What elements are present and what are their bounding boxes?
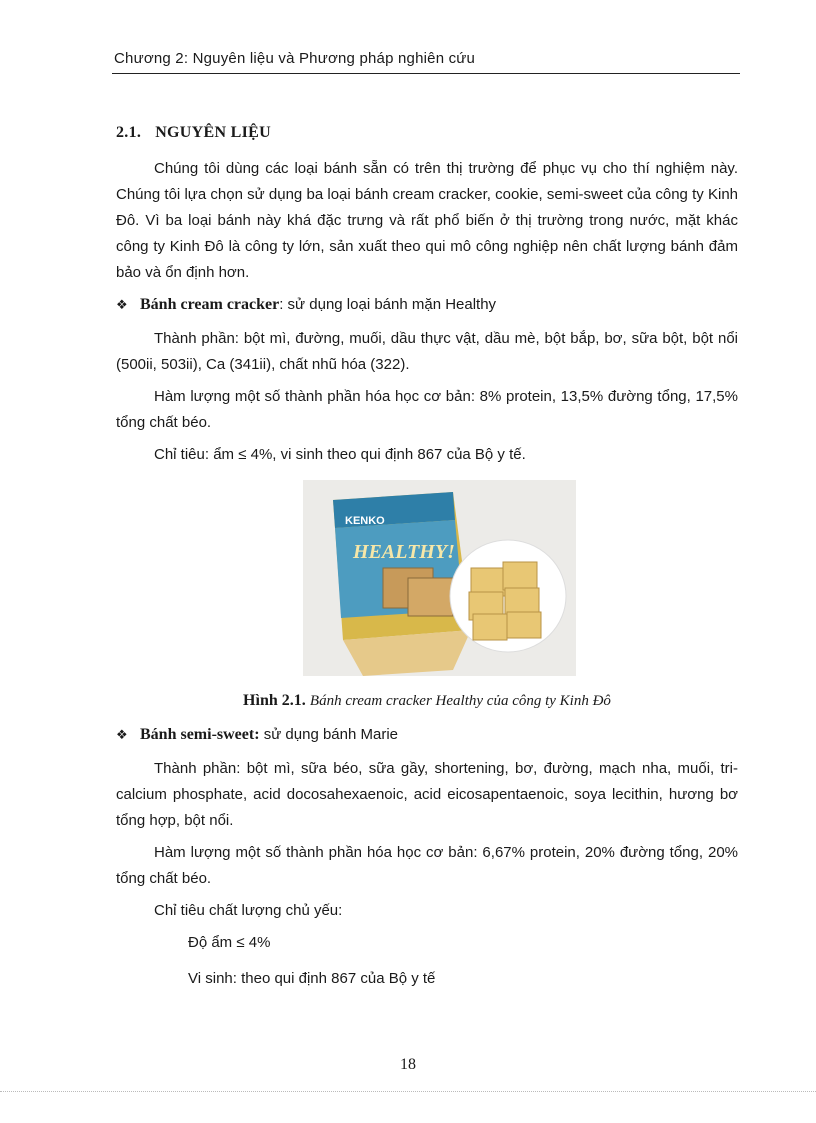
page-number: 18 (400, 1056, 416, 1073)
semisweet-ingredients: Thành phần: bột mì, sữa béo, sữa gầy, shortening, bơ, đường, mạch nha, muối, tri-calcium phosphate, acid docosahexaenoic, acid eicosapentaenoic, soya lecithin, hương bơ tổng hợp, bột nổi. (116, 760, 738, 829)
cracker-content: Hàm lượng một số thành phần hóa học cơ bản: 8% protein, 13,5% đường tổng, 17,5% tổng chất béo. (116, 388, 738, 431)
diamond-bullet-icon: ❖ (116, 727, 128, 742)
cracker-spec: Chỉ tiêu: ẩm ≤ 4%, vi sinh theo qui định 867 của Bộ y tế. (154, 446, 526, 463)
semisweet-bullet (116, 722, 738, 748)
cracker-photo (303, 480, 576, 676)
footer-rule (0, 1091, 816, 1092)
package-title: HEALTHY! (353, 541, 455, 563)
cracker-bullet (116, 292, 738, 318)
section-number: 2.1. (116, 124, 142, 141)
page-body (116, 120, 738, 1002)
section-title: NGUYÊN LIỆU (155, 124, 271, 141)
semisweet-content: Hàm lượng một số thành phần hóa học cơ bản: 6,67% protein, 20% đường tổng, 20% tổng chất béo. (116, 844, 738, 887)
semisweet-quality-title: Chỉ tiêu chất lượng chủ yếu: (154, 902, 343, 919)
semisweet-heading: Bánh semi-sweet: (140, 726, 260, 743)
semisweet-heading-rest: sử dụng bánh Marie (259, 726, 399, 743)
figure-caption-text: Bánh cream cracker Healthy của công ty Kinh Đô (309, 693, 611, 709)
package-image (333, 492, 471, 676)
package-brand: KENKO (345, 515, 385, 527)
cracker-ingredients: Thành phần: bột mì, đường, muối, dầu thực vật, dầu mè, bột bắp, bơ, sữa bột, bột nổi (500ii, 503ii), Ca (341ii), chất nhũ hóa (322). (116, 330, 738, 373)
figure-label: Hình 2.1. (243, 692, 306, 709)
header-rule (112, 73, 740, 74)
diamond-bullet-icon: ❖ (116, 297, 128, 312)
semisweet-micro: Vi sinh: theo qui định 867 của Bộ y tế (188, 970, 436, 987)
cracker-heading-rest: : sử dụng loại bánh mặn Healthy (279, 296, 497, 313)
running-header: Chương 2: Nguyên liệu và Phương pháp nghiên cứu (114, 50, 476, 67)
semisweet-moisture: Độ ẩm ≤ 4% (188, 934, 271, 951)
cracker-heading: Bánh cream cracker (140, 296, 280, 313)
intro-paragraph: Chúng tôi dùng các loại bánh sẵn có trên thị trường để phục vụ cho thí nghiệm này. Chúng tôi lựa chọn sử dụng ba loại bánh cream cracker, cookie, semi-sweet của công ty Kinh Đô. Vì ba loại bánh này khá đặc trưng và rất phổ biến ở thị trường trong nước, mặt khác công ty Kinh Đô là công ty lớn, sản xuất theo qui mô công nghiệp nên chất lượng bánh đảm bảo và ổn định hơn. (116, 160, 738, 281)
section-heading (116, 120, 738, 146)
figure (116, 480, 738, 680)
figure-caption (116, 688, 738, 714)
